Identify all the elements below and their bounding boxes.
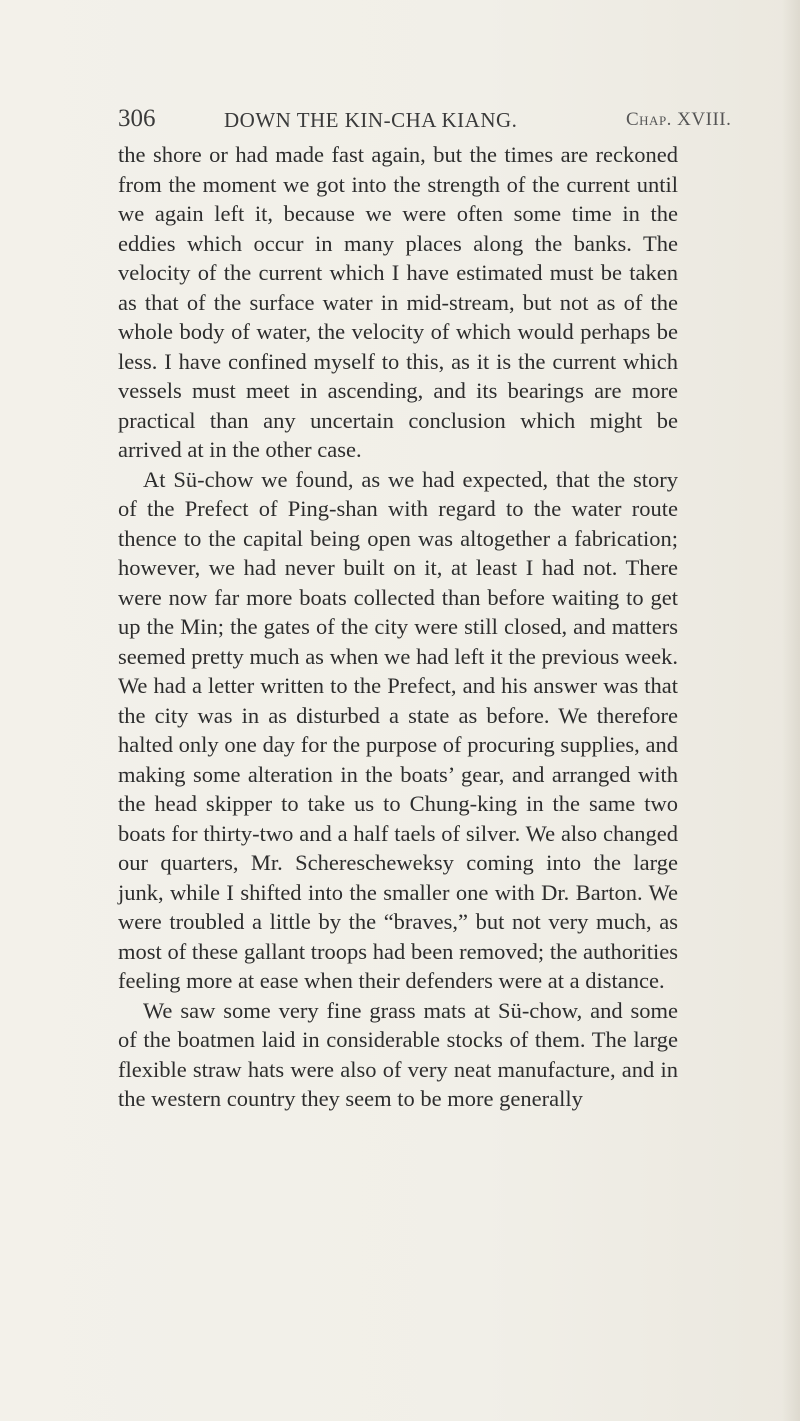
paragraph-grass-mats: We saw some very fine grass mats at Sü-chow, and some of the boatmen laid in considerable stocks of them. The large flexible straw hats were also of very neat manufacture, and in the western country they seem to be more generally: [118, 997, 678, 1111]
page-header: [118, 102, 732, 142]
page-number: 306: [118, 105, 156, 132]
paragraph-continued: the shore or had made fast again, but the times are reckoned from the moment we got into the strength of the current until we again left it, because we were often some time in the eddies which occur in many places along the banks. The velocity of the current which I have estimated must be taken as that of the surface water in mid-stream, but not as of the whole body of water, the velocity of which would perhaps be less. I have confined myself to this, as it is the current which vessels must meet in ascending, and its bearings are more practical than any uncertain conclusion which might be arrived at in the other case.: [118, 142, 678, 462]
running-title: DOWN THE KIN-CHA KIANG.: [224, 108, 518, 132]
paragraph-su-chow: At Sü-chow we found, as we had expected, that the story of the Prefect of Ping-shan with regard to the water route thence to the capital being open was altogether a fabrication; however, we had never built on it, at least I had not. There were now far more boats collected than before waiting to get up the Min; the gates of the city were still closed, and matters seemed pretty much as when we had left it the previous week. We had a letter written to the Prefect, and his answer was that the city was in as disturbed a state as before. We therefore halted only one day for the purpose of procuring supplies, and making some alteration in the boats’ gear, and arranged with the head skipper to take us to Chung-king in the same two boats for thirty-two and a half taels of silver. We also changed our quarters, Mr. Scherescheweksy coming into the large junk, while I shifted into the smaller one with Dr. Barton. We were troubled a little by the “braves,” but not very much, as most of these gallant troops had been removed; the authorities feeling more at ease when their defenders were at a distance.: [118, 466, 678, 993]
chapter-label: Chap. XVIII.: [626, 109, 732, 130]
page-edge-shadow: [782, 0, 800, 1421]
body-text: [118, 140, 678, 1114]
